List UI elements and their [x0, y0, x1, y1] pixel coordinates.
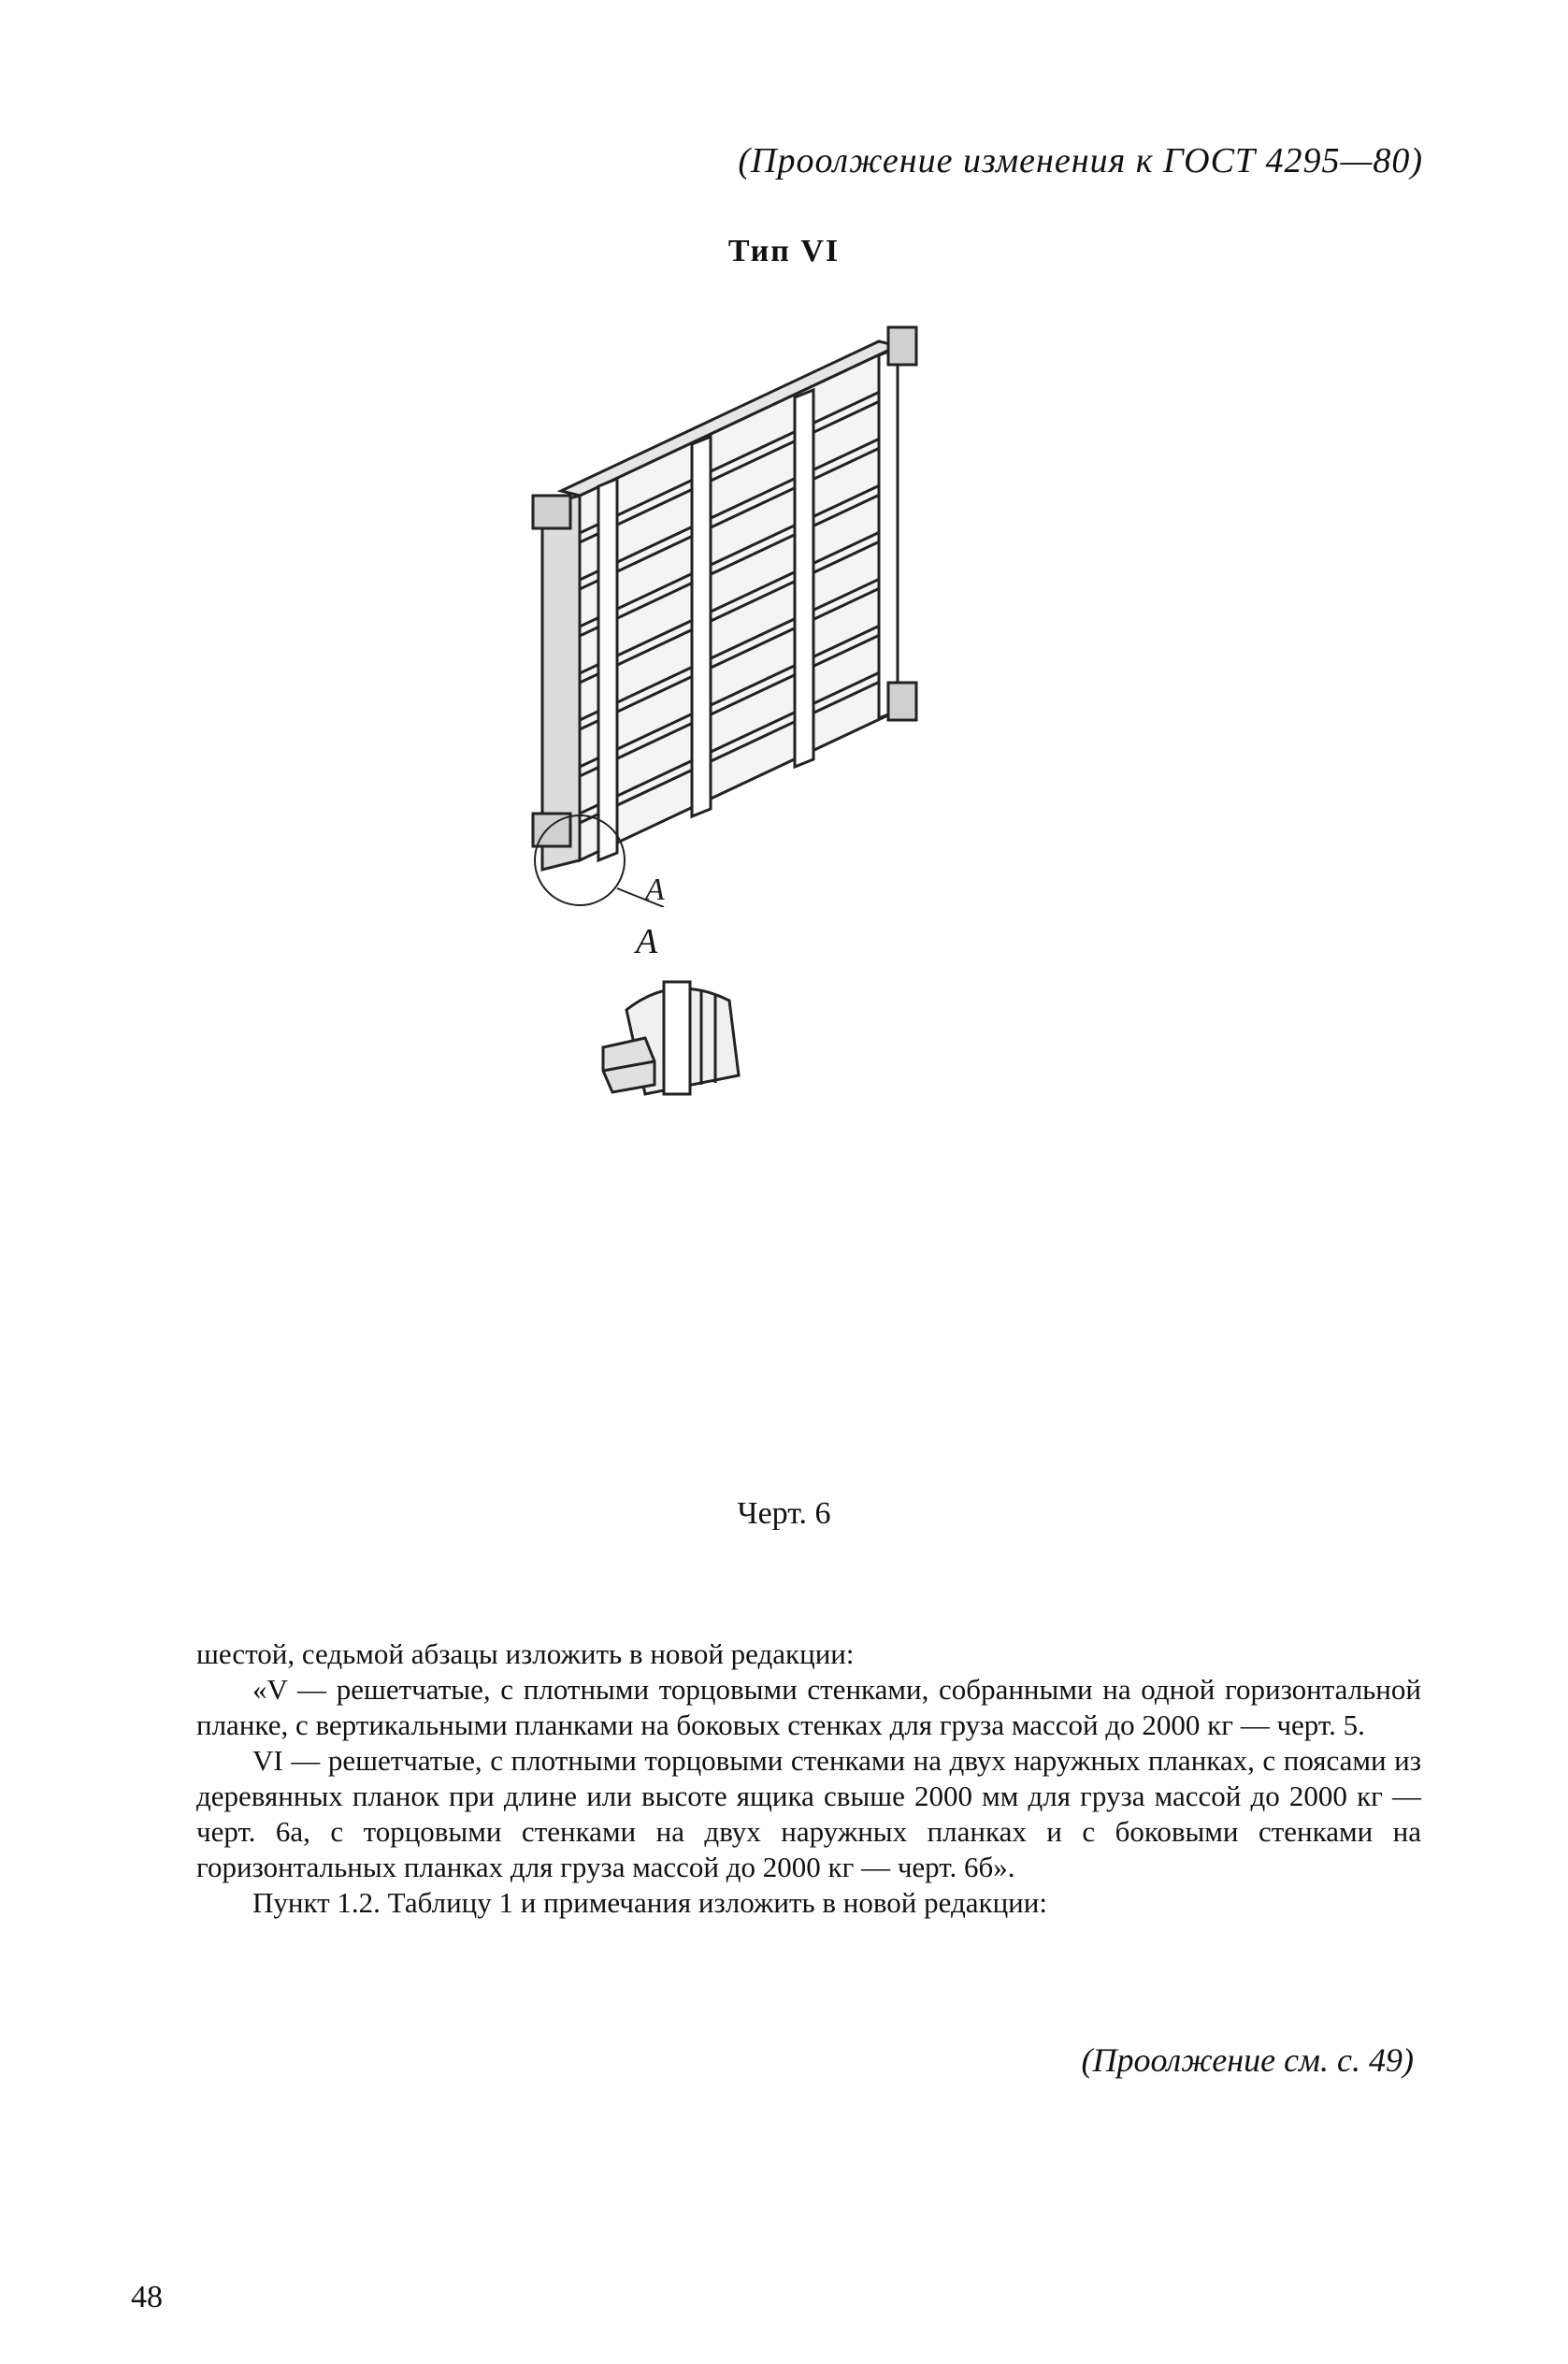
paragraph-type-vi: VI — решетчатые, с плотными торцовыми стенками на двух наружных планках, с поясами из деревянных планок при длине или высоте ящика свыше 2000 мм для груза массой до 2000 кг — черт. 6а, с торцовыми стенками на двух наружных планках и с боковыми стенками на горизонтальных планках для груза массой до 2000 кг — черт. 6б».: [196, 1744, 1421, 1883]
paragraph-type-v: «V — решетчатые, с плотными торцовыми стенками, собранными на одной горизонтальной планке, с вертикальными планками на боковых стенках для груза массой до 2000 кг — черт. 5.: [196, 1673, 1421, 1741]
detail-label: A: [636, 922, 658, 961]
page-number: 48: [131, 2280, 163, 2314]
callout-label: A: [645, 872, 665, 907]
figure-type-title: Тип VI: [727, 234, 841, 268]
header-note: (Проолжение изменения к ГОСТ 4295—80): [738, 141, 1423, 180]
body-text: [196, 1636, 1421, 1921]
continuation-note: (Проолжение см. с. 49): [1081, 2041, 1414, 2079]
figure-caption: Черт. 6: [737, 1496, 831, 1531]
detail-a-drawing: [589, 973, 757, 1103]
paragraph-intro: шестой, седьмой абзацы изложить в новой редакции:: [196, 1637, 855, 1670]
crate-drawing: [524, 309, 954, 907]
paragraph-item-1-2: Пункт 1.2. Таблицу 1 и примечания изложить в новой редакции:: [252, 1886, 1047, 1919]
